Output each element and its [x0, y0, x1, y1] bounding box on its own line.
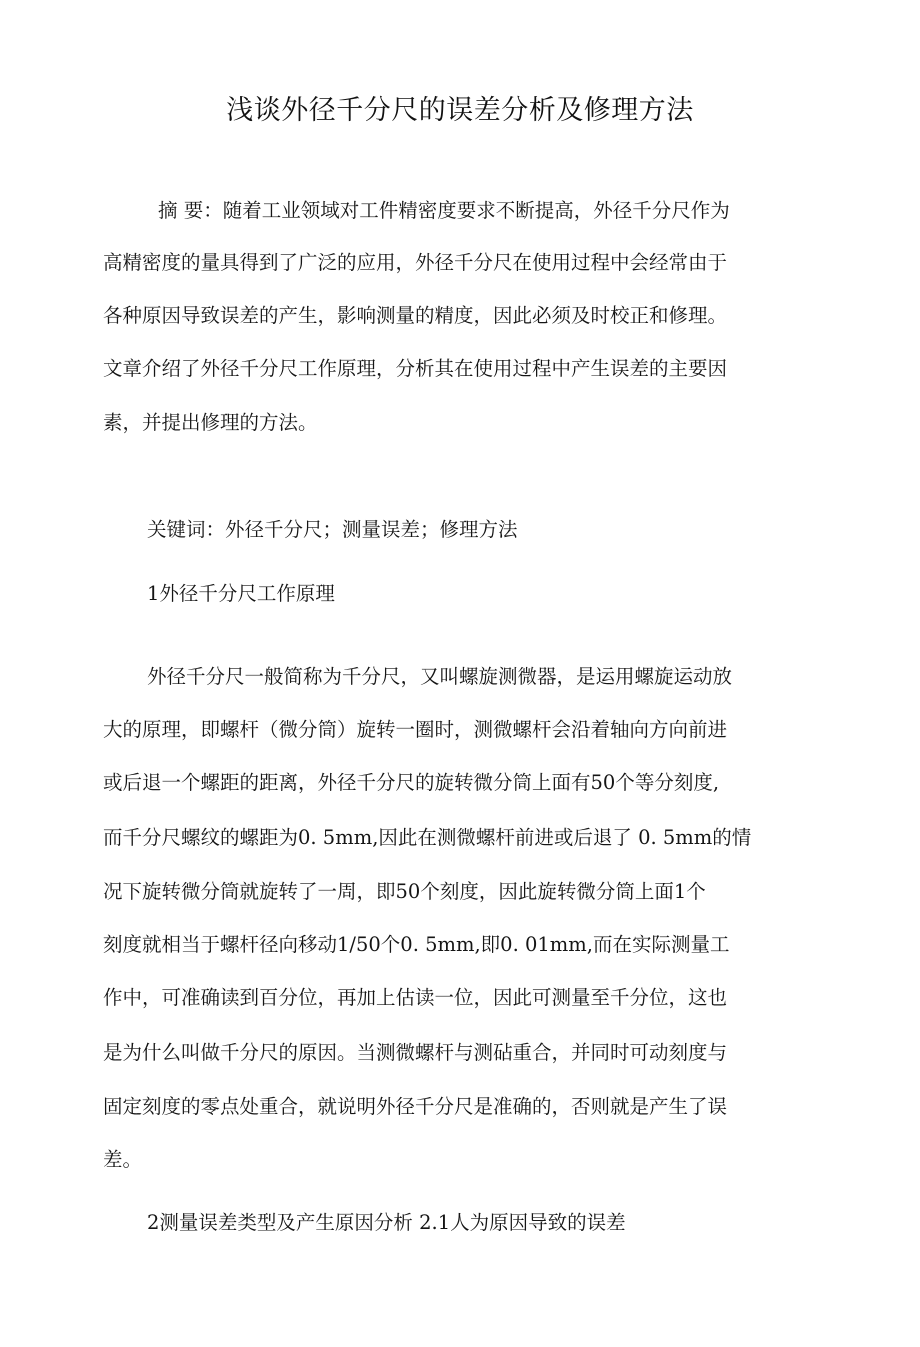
body-line: 而千分尺螺纹的螺距为0. 5mm,因此在测微螺杆前进或后退了 0. 5mm的情: [103, 826, 752, 849]
abstract-line: 随着工业领域对工件精密度要求不断提高，外径千分尺作为: [222, 199, 730, 222]
section-heading: 1外径千分尺工作原理: [147, 582, 335, 605]
section-heading: 2测量误差类型及产生原因分析 2.1人为原因导致的误差: [147, 1211, 626, 1234]
abstract-line: 高精密度的量具得到了广泛的应用，外径千分尺在使用过程中会经常由于: [103, 251, 728, 274]
body-line: 大的原理，即螺杆（微分筒）旋转一圈时，测微螺杆会沿着轴向方向前进: [103, 718, 728, 741]
abstract-first-line: [158, 198, 730, 224]
abstract-line: 各种原因导致误差的产生，影响测量的精度，因此必须及时校正和修理。: [103, 304, 728, 327]
abstract-line: 素，并提出修理的方法。: [103, 411, 318, 434]
document-title: 浅谈外径千分尺的误差分析及修理方法: [226, 95, 694, 126]
body-line: 是为什么叫做千分尺的原因。当测微螺杆与测砧重合，并同时可动刻度与: [103, 1041, 728, 1064]
body-line: 外径千分尺一般简称为千分尺，又叫螺旋测微器，是运用螺旋运动放: [147, 665, 733, 688]
body-line: 固定刻度的零点处重合，就说明外径千分尺是准确的，否则就是产生了误: [103, 1095, 728, 1118]
body-line: 作中，可准确读到百分位，再加上估读一位，因此可测量至千分位，这也: [103, 986, 728, 1009]
body-line: 差。: [103, 1148, 143, 1171]
body-line: 刻度就相当于螺杆径向移动1/50个0. 5mm,即0. 01mm,而在实际测量工: [103, 933, 730, 956]
body-line: 或后退一个螺距的距离，外径千分尺的旋转微分筒上面有50个等分刻度,: [103, 771, 720, 794]
keywords: 关键词：外径千分尺；测量误差；修理方法: [147, 518, 518, 541]
body-line: 况下旋转微分筒就旋转了一周，即50个刻度，因此旋转微分筒上面1个: [103, 880, 706, 903]
abstract-line: 文章介绍了外径千分尺工作原理，分析其在使用过程中产生误差的主要因: [103, 357, 728, 380]
abstract-label: 摘 要：: [158, 199, 223, 222]
